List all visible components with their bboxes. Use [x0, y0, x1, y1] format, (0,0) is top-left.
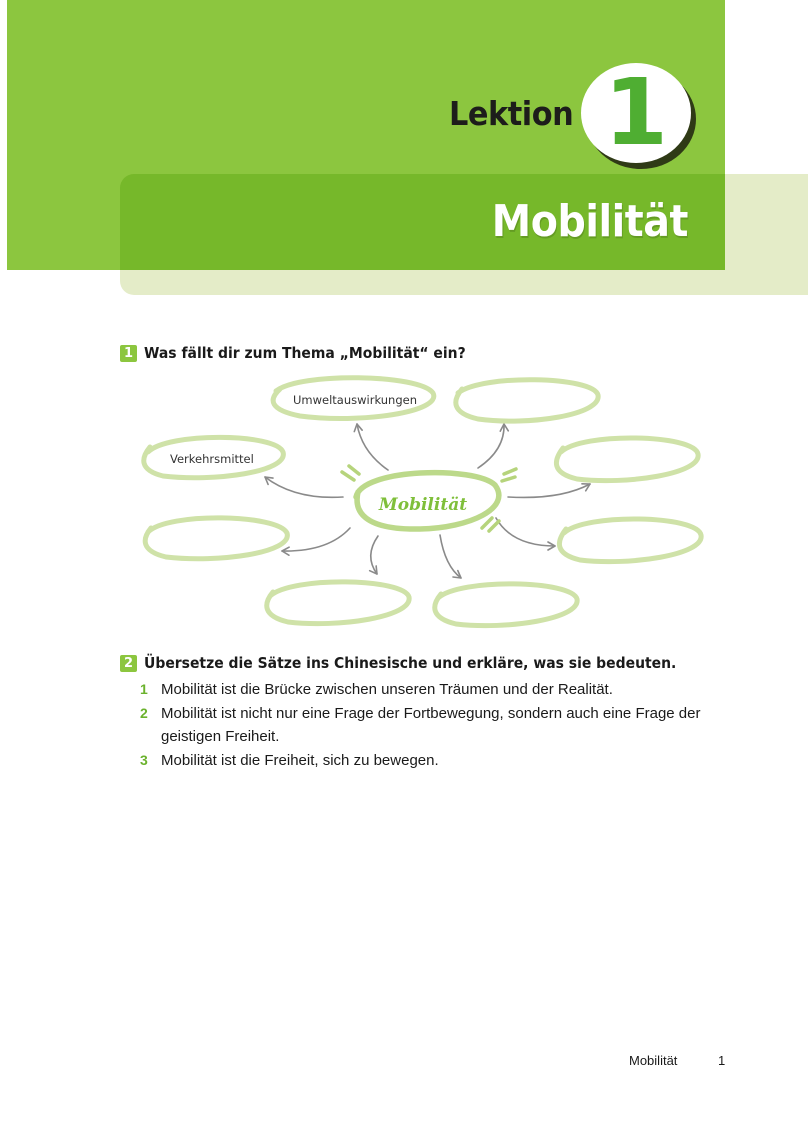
lesson-number: 1 — [603, 59, 668, 166]
list-item-text: Mobilität ist nicht nur eine Frage der Fortbewegung, sondern auch eine Frage der geistigen Freiheit. — [161, 704, 701, 745]
task-2-number: 2 — [120, 655, 137, 672]
task-1-prompt: Was fällt dir zum Thema „Mobilität“ ein? — [144, 344, 466, 362]
footer-chapter-title: Mobilität — [629, 1053, 678, 1068]
list-item-number: 2 — [140, 704, 148, 721]
bubble-right-upper — [556, 438, 698, 481]
list-item — [140, 678, 705, 702]
mindmap-center-label: Mobilität — [378, 495, 468, 515]
list-item-text: Mobilität ist die Brücke zwischen unseren Träumen und der Realität. — [161, 681, 613, 698]
arrow-to-top-right — [478, 424, 504, 468]
bubble-bottom-left — [267, 582, 409, 624]
arrow-to-bottom-left — [371, 536, 378, 574]
bubble-left-lower — [145, 518, 287, 559]
bubble-label-verkehrsmittel: Verkehrsmittel — [170, 452, 254, 466]
list-item — [140, 749, 705, 773]
task-1-number: 1 — [120, 345, 137, 362]
bubble-label-umwelt: Umweltauswirkungen — [293, 393, 418, 407]
list-item-text: Mobilität ist die Freiheit, sich zu bewegen. — [161, 751, 439, 769]
arrow-to-umwelt — [357, 424, 388, 470]
arrow-to-bottom-right — [440, 535, 461, 578]
arrow-to-right-upper — [508, 484, 590, 497]
list-item-number: 3 — [140, 751, 148, 768]
list-item — [140, 702, 705, 749]
task-2-heading — [120, 654, 716, 672]
arrow-to-left-lower — [282, 528, 350, 551]
chapter-title: Mobilität — [491, 196, 688, 247]
bubble-right-lower — [559, 519, 701, 562]
page-number: 1 — [718, 1053, 726, 1068]
bubble-top-right — [456, 380, 598, 421]
lesson-word: Lektion — [449, 94, 574, 133]
task-2-prompt: Übersetze die Sätze ins Chinesische und erkläre, was sie bedeuten. — [144, 654, 677, 672]
sentence-list — [140, 678, 705, 772]
arrow-to-right-lower — [496, 518, 555, 546]
bubble-bottom-right — [435, 584, 577, 626]
list-item-number: 1 — [140, 681, 148, 697]
arrow-to-verkehrsmittel — [265, 477, 343, 497]
